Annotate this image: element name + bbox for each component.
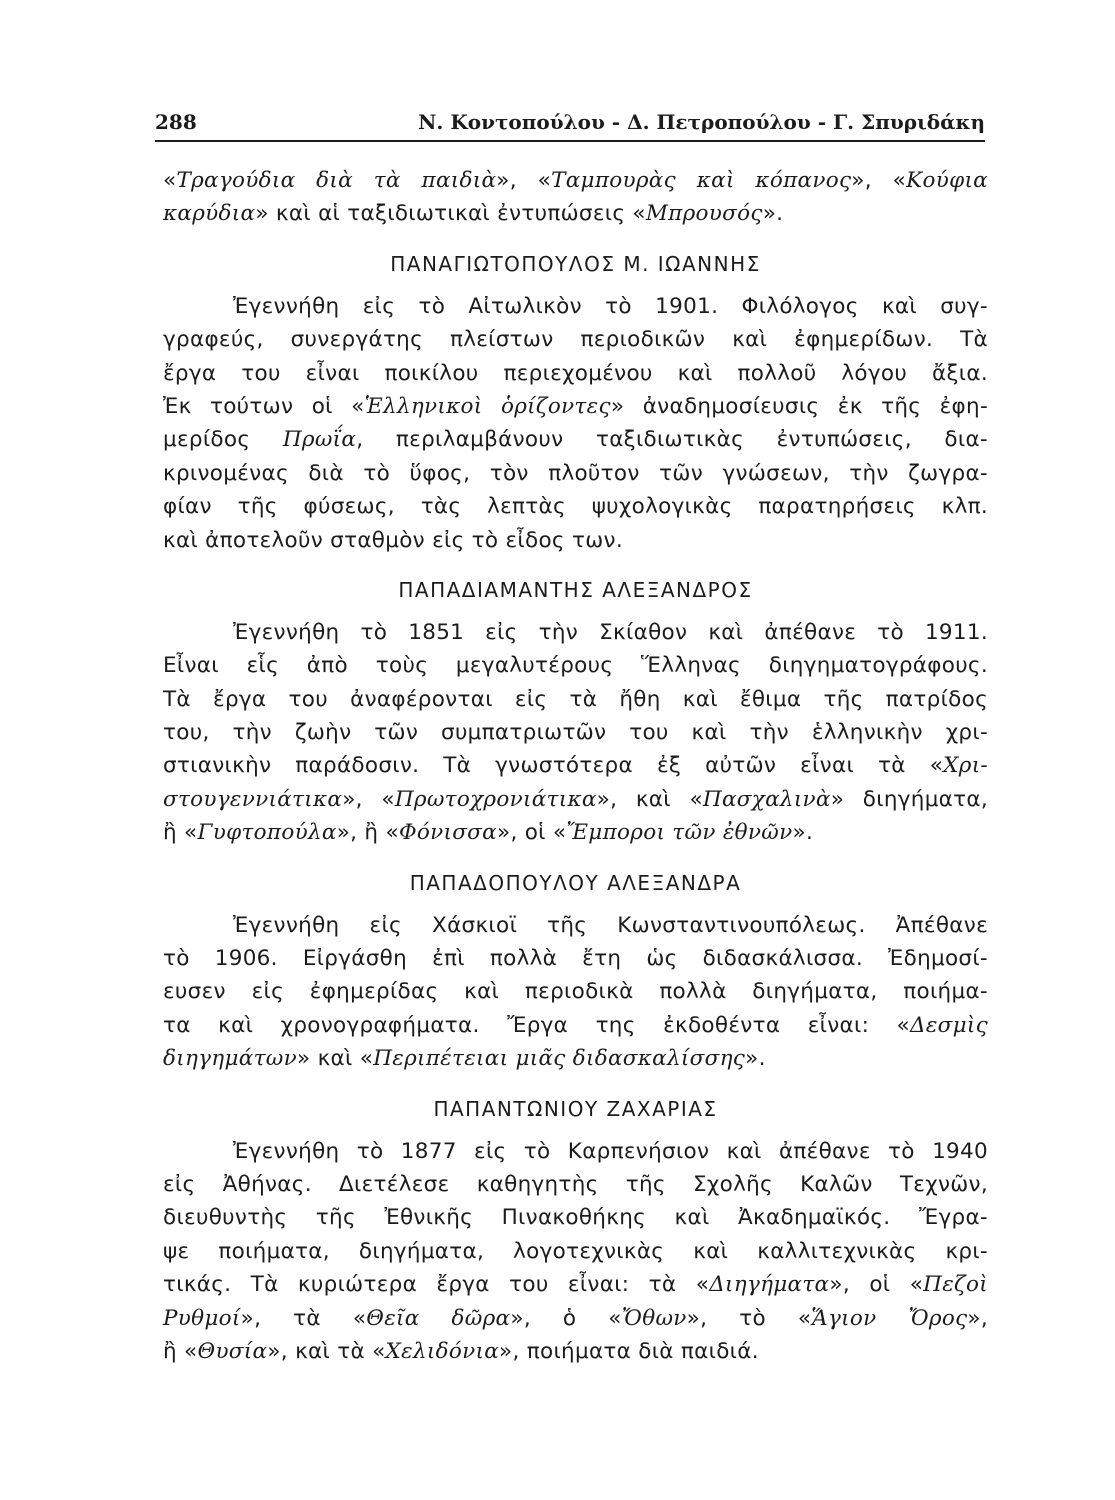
entry-line: τα καὶ χρονογραφήματα. Ἔργα της ἐκδοθέντα εἶναι: «Δεσμὶς [163, 1012, 988, 1038]
entry-line: ἢ «Θυσία», καὶ τὰ «Χελιδόνια», ποιήματα διὰ παιδιά. [163, 1338, 759, 1364]
entry-line: Ρυθμοί», τὰ «Θεῖα δῶρα», ὁ «Ὄθων», τὸ «Ἅγιον Ὄρος», [163, 1305, 989, 1331]
entry-line: στουγεννιάτικα», «Πρωτοχρονιάτικα», καὶ «Πασχαλινὰ» διηγήματα, [163, 786, 988, 812]
entry-line: Ἐγεννήθη τὸ 1851 εἰς τὴν Σκίαθον καὶ ἀπέθανε τὸ 1911. [233, 619, 988, 645]
page-header [155, 104, 985, 142]
entry-line: τικάς. Τὰ κυριώτερα ἔργα του εἶναι: τὰ «Διηγήματα», οἱ «Πεζοὶ [163, 1272, 988, 1298]
entry-heading: ΠΑΝΑΓΙΩΤΟΠΟΥΛΟΣ Μ. ΙΩΑΝΝΗΣ [390, 251, 761, 276]
running-head: Ν. Κοντοπούλου - Δ. Πετροπούλου - Γ. Σπυριδάκη [418, 110, 985, 134]
entry-line: διευθυντὴς τῆς Ἐθνικῆς Πινακοθήκης καὶ Ἀκαδημαϊκός. Ἔγρα- [163, 1205, 988, 1231]
entry-line: τὸ 1906. Εἰργάσθη ἐπὶ πολλὰ ἔτη ὡς διδασκάλισσα. Ἐδημοσί- [163, 946, 988, 972]
entry-line: Ἐγεννήθη εἰς Χάσκιοϊ τῆς Κωνσταντινουπόλεως. Ἀπέθανε [233, 912, 988, 938]
entry-line: διηγημάτων» καὶ «Περιπέτειαι μιᾶς διδασκαλίσσης». [163, 1046, 766, 1072]
page-body [163, 164, 988, 1368]
entry-line: ἔργα του εἶναι ποικίλου περιεχομένου καὶ πολλοῦ λόγου ἄξια. [163, 360, 988, 386]
entry-line: του, τὴν ζωὴν τῶν συμπατριωτῶν του καὶ τὴν ἑλληνικὴν χρι- [163, 720, 988, 746]
entry-heading: ΠΑΠΑΝΤΩΝΙΟΥ ΖΑΧΑΡΙΑΣ [433, 1096, 718, 1121]
entry-line: Ἐγεννήθη τὸ 1877 εἰς τὸ Καρπενήσιον καὶ ἀπέθανε τὸ 1940 [233, 1138, 988, 1164]
entry-line: Τὰ ἔργα του ἀναφέρονται εἰς τὰ ἤθη καὶ ἔθιμα τῆς πατρίδος [163, 686, 988, 712]
entry-line: ἢ «Γυφτοπούλα», ἢ «Φόνισσα», οἱ «Ἔμποροι τῶν ἐθνῶν». [163, 820, 814, 846]
entry-line: φίαν τῆς φύσεως, τὰς λεπτὰς ψυχολογικὰς παρατηρήσεις κλπ. [163, 494, 988, 520]
intro-line-2: καρύδια» καὶ αἱ ταξιδιωτικαὶ ἐντυπώσεις «Μπρουσός». [163, 201, 784, 227]
entry-line: Ἐκ τούτων οἱ «Ἑλληνικοὶ ὁρίζοντες» ἀναδημοσίευσις ἐκ τῆς ἐφη- [163, 393, 988, 419]
entry-line: ψε ποιήματα, διηγήματα, λογοτεχνικὰς καὶ καλλιτεχνικὰς κρι- [163, 1238, 988, 1264]
intro-line-1: «Τραγούδια διὰ τὰ παιδιὰ», «Ταμπουρὰς καὶ κόπανος», «Κούφια [163, 168, 988, 193]
entry-line: μερίδος Πρωΐα, περιλαμβάνουν ταξιδιωτικὰς ἐντυπώσεις, δια- [163, 427, 988, 453]
entry-line: εἰς Ἀθήνας. Διετέλεσε καθηγητὴς τῆς Σχολῆς Καλῶν Τεχνῶν, [163, 1171, 988, 1197]
entry-line: Εἶναι εἷς ἀπὸ τοὺς μεγαλυτέρους Ἕλληνας διηγηματογράφους. [163, 653, 988, 679]
entry-line: γραφεύς, συνεργάτης πλείστων περιοδικῶν καὶ ἐφημερίδων. Τὰ [163, 327, 988, 353]
entry-line: Ἐγεννήθη εἰς τὸ Αἰτωλικὸν τὸ 1901. Φιλόλογος καὶ συγ- [233, 293, 988, 319]
entry-heading: ΠΑΠΑΔΙΑΜΑΝΤΗΣ ΑΛΕΞΑΝΔΡΟΣ [398, 577, 753, 602]
entry-line: ευσεν εἰς ἐφημερίδας καὶ περιοδικὰ πολλὰ διηγήματα, ποιήμα- [163, 979, 988, 1005]
entry-line: καὶ ἀποτελοῦν σταθμὸν εἰς τὸ εἶδος των. [163, 527, 623, 553]
page-number: 288 [155, 110, 197, 134]
entry-line: στιανικὴν παράδοσιν. Τὰ γνωστότερα ἐξ αὐτῶν εἶναι τὰ «Χρι- [163, 753, 988, 779]
entry-heading: ΠΑΠΑΔΟΠΟΥΛΟΥ ΑΛΕΞΑΝΔΡΑ [409, 870, 742, 895]
entry-line: κρινομένας διὰ τὸ ὕφος, τὸν πλοῦτον τῶν γνώσεων, τὴν ζωγρα- [163, 460, 988, 486]
